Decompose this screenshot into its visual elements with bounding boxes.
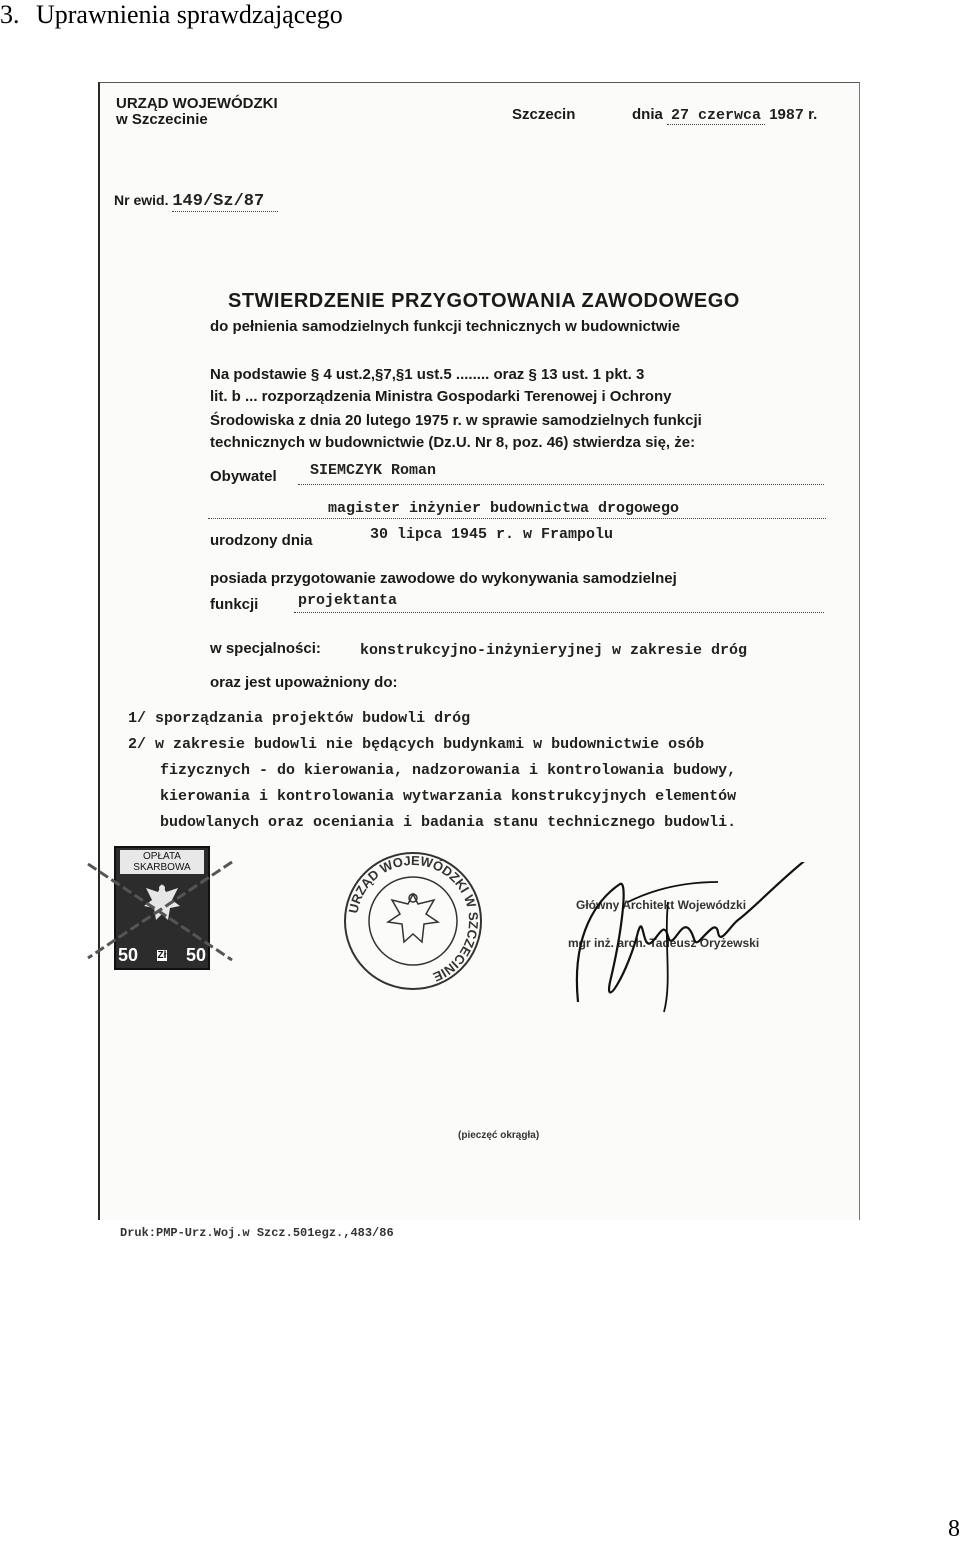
stamp-currency: Zł — [157, 950, 167, 961]
legal-basis-line-3: Środowiska z dnia 20 lutego 1975 r. w sprawie samodzielnych funkcji — [210, 412, 702, 429]
legal-basis-line-1: Na podstawie § 4 ust.2,§7,§1 ust.5 ........ oraz § 13 ust. 1 pkt. 3 — [210, 366, 645, 383]
scanned-certificate — [98, 82, 860, 1220]
stamp-header-line-1: OPŁATA — [143, 851, 181, 862]
stamp-cancellation-mark — [82, 852, 238, 968]
specialty-value: konstrukcyjno-inżynieryjnej w zakresie dróg — [360, 642, 748, 659]
section-title: Uprawnienia sprawdzającego — [36, 0, 343, 29]
nr-value: 149/Sz/87 — [172, 192, 278, 212]
stamp-caption: (pieczęć okrągła) — [458, 1130, 540, 1141]
item-1-text: sporządzania projektów budowli dróg — [155, 710, 471, 727]
print-note: Druk:PMP-Urz.Woj.w Szcz.501egz.,483/86 — [120, 1226, 394, 1240]
item-2-continuation-3: budowlanych oraz oceniania i badania stanu technicznego budowli. — [160, 814, 737, 831]
document-subtitle: do pełnienia samodzielnych funkcji technicznych w budownictwie — [210, 318, 681, 335]
item-1-number: 1/ — [128, 710, 147, 727]
signatory-name: mgr inż. arch. Tadeusz Oryżewski — [568, 936, 760, 950]
qualification-line: posiada przygotowanie zawodowe do wykonywania samodzielnej — [210, 570, 677, 587]
function-label: funkcji — [210, 596, 259, 613]
citizen-degree: magister inżynier budownictwa drogowego — [328, 500, 680, 517]
authorization-item-2 — [128, 736, 704, 753]
issuing-office — [116, 96, 278, 128]
seal-eagle-icon — [388, 894, 438, 942]
stamp-value-right: 50 — [185, 945, 206, 965]
section-heading — [0, 0, 343, 30]
signature-block — [568, 862, 828, 1032]
citizen-dotted-line — [298, 484, 824, 485]
office-line-2: w Szczecinie — [116, 111, 208, 128]
born-value: 30 lipca 1945 r. w Frampolu — [370, 526, 614, 543]
document-title: STWIERDZENIE PRZYGOTOWANIA ZAWODOWEGO — [228, 290, 740, 312]
date-field — [632, 106, 817, 124]
year-value: 87 — [785, 107, 804, 124]
function-value: projektanta — [298, 592, 398, 609]
function-dotted-line — [294, 612, 824, 613]
page-number: 8 — [948, 1516, 960, 1542]
section-number: 3. — [0, 0, 20, 29]
signatory-title: Główny Architekt Wojewódzki — [576, 898, 747, 912]
city: Szczecin — [512, 106, 576, 123]
item-2-text: w zakresie budowli nie będących budynkami w budownictwie osób — [155, 736, 705, 753]
stamp-value-left: 50 — [118, 945, 139, 965]
date-value: 27 czerwca — [667, 107, 765, 125]
stamp-header-line-2: SKARBOWA — [133, 862, 191, 873]
degree-dotted-line — [208, 518, 826, 519]
year-suffix: r. — [808, 106, 818, 123]
office-line-1: URZĄD WOJEWÓDZKI — [116, 95, 278, 112]
specialty-label: w specjalności: — [210, 640, 321, 657]
registration-number — [114, 192, 278, 211]
year-prefix: 19 — [769, 106, 786, 123]
authorized-label: oraz jest upoważniony do: — [210, 674, 398, 691]
official-round-seal — [342, 850, 484, 992]
item-2-continuation-2: kierowania i kontrolowania wytwarzania konstrukcyjnych elementów — [160, 788, 737, 805]
date-prefix: dnia — [632, 106, 663, 123]
item-2-number: 2/ — [128, 736, 147, 753]
authorization-item-1 — [128, 710, 470, 727]
citizen-label: Obywatel — [210, 468, 277, 485]
handwritten-signature — [568, 862, 828, 1032]
item-2-continuation-1: fizycznych - do kierowania, nadzorowania i kontrolowania budowy, — [160, 762, 737, 779]
born-label: urodzony dnia — [210, 532, 313, 549]
legal-basis-line-2: lit. b ... rozporządzenia Ministra Gospodarki Terenowej i Ochrony — [210, 388, 672, 405]
legal-basis-line-4: technicznych w budownictwie (Dz.U. Nr 8, poz. 46) stwierdza się, że: — [210, 434, 696, 451]
citizen-name: SIEMCZYK Roman — [310, 462, 437, 479]
nr-label: Nr ewid. — [114, 192, 169, 208]
seal-text: URZĄD WOJEWÓDZKI W SZCZECINIE — [345, 852, 482, 985]
